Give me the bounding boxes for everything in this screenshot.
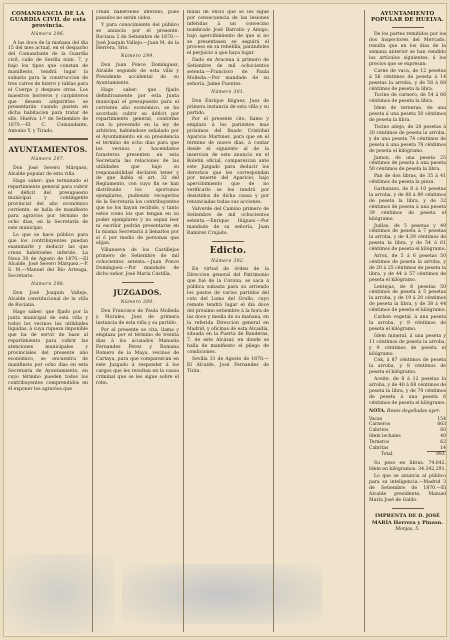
nota-title: Reses degolladas ayer: — [387, 408, 441, 414]
notice-paragraph: Por el presente cito, llamo y emplazo á los parientes mas próximos del finado Cristóbal Aparicio Martinez, para que en el término de nueve dias, á contar desde el siguiente al de la insercion de este anuncio en el Boletin oficial, comparezcan ante este Juzgado para deducir los derechos que les correspondan por muerte del Aparicio; bajo apercibimiento que de no verificarlo se les tendrá por desistidos de dicha causa y por renunciadas todas sus acciones. — [187, 117, 269, 206]
notice-paragraph: Hago saber: que terminado el repartimiento general para cubrir el déficit del presupuesto municipal y contingente provincial del año económico corriente, se halla de manifiesto para agravios por término de ocho dias, en la Secretaría de este municipio. — [8, 178, 88, 231]
notice-paragraph: Don José Joaquin Vallejo, Alcalde constitucional de la villa de Rociana. — [8, 291, 88, 308]
notice-paragraph: Don José Severo Márquez, Alcalde popular de esta villa. — [8, 165, 88, 177]
notice-paragraph: Hago saber: que fijado definitivamente por esta Junta municipal el presupuesto para el corriente año económico, se ha acordado cubrir su déficit por repartimiento general, conforme con lo prevenido en la ley de arbitrios, habiéndose señalado por el Ayuntamiento en su presidencia el término de ocho dias para que los vecinos y hacendados forasteros presenten en esta Secretaría las relaciones de las utilidades que bajo su responsabilidad declaren tener y de que habla el art. 32 del Reglamento, con cuyo fin se han distribuido los oportunos ejemplares, pudiendo recogerlos de la Secretaría los contribuyentes que no los hayan recibido, y tanto estos como los que tengan en su poder ejemplares y no sepan leer ni escribir podrán presentarse en la misma Secretaría á llenarlos por sí ó por medio de personas que elijan. — [96, 87, 179, 247]
section-heading-ayuntamientos: AYUNTAMIENTOS. — [8, 145, 88, 155]
market-paragraph: Pan de dos libras, de 35 á 41 céntimos de peseta la pieza. — [369, 174, 446, 186]
notice-paragraph: crean habérseles inferido; pues pasados no serán oidos. — [96, 10, 179, 21]
notice-paragraph: Don Enrique Iñiguez, Juez de primera instancia de esta villa y su partido. — [187, 98, 269, 116]
notice-number: Número 301. — [211, 89, 245, 95]
notice-paragraph: Don Juan Ponce Dominguez, Alcalde segundo de esta villa y Presidente accidental de su Ayuntamiento. — [96, 63, 179, 86]
reses-table — [369, 417, 446, 459]
double-rule — [8, 138, 88, 140]
column-divider — [273, 10, 274, 632]
column-4-blank — [277, 10, 360, 632]
market-paragraph: Idem mineral, á una peseta y 11 céntimos de peseta la arroba, y 9 céntimos de peseta el kilógramo. — [369, 333, 446, 357]
notice-paragraph: Por el presente se cita, llama y emplaza por el término de treinta dias á los acusados Manuela Fernandez Perez y Romana Romero de la Maya, vecinos de Cartaya, para que comparezcan en este Juzgado á responder á los cargos que les resultan en la causa criminal que se les sigue sobre el robo. — [96, 327, 179, 386]
column-3 — [187, 10, 269, 632]
reses-label: Cabritas — [369, 445, 389, 451]
market-paragraph: Carne de vaca, de 12 pesetas á 56 céntimos de peseta á 14 pesetas la arroba, y de 58 á 68 céntimos de peseta la libra. — [369, 68, 446, 92]
notice-paragraph: En virtud de órden de la Direccion general del Patrimonio que fué de la Corona, se saca á pública subasta para su arriendo los pastos de varios partidos del coto del Lomo del Grullo, cuyo remate tendrá lugar el dia doce del próximo setiembre á la hora de las doce y media de su mañana, en la referida Direccion general en Madrid, y oficinas de esta Alcaidía, situada en la Puerta de Banderas, 7, de este Alcázar, en donde se halla de manifiesto el pliego de condiciones. — [187, 267, 269, 356]
separator — [122, 282, 154, 283]
notice-paragraph: Don Francisco de Paula Molleda y Morales, Juez de primera instancia de esta villa y su partido. — [96, 308, 179, 326]
separator — [212, 241, 244, 242]
market-paragraph: Su peso en libras. 74.642. Idem en kilógramos. 34.342,291. — [369, 461, 446, 473]
notice-paragraph: Sevilla 31 de Agosto de 1870.—El Alcaide, José Fernandez de Tirán. — [187, 357, 269, 374]
market-paragraph: Arroz, de 5 á 6 pesetas 50 céntimos de peseta la arroba, y de 20 á 25 céntimos de peseta la libra, y de 44 á 57 céntimos de peseta el kilógramo. — [369, 254, 446, 283]
total-label: Total. — [381, 452, 394, 458]
reses-label: Terneros — [369, 439, 390, 445]
market-paragraph: Aceite, de 8 á 12 pesetas la arroba, y de 40 á 68 céntimos de peseta la libra, y de 70 céntimos de peseta á una peseta 6 céntimos de peseta el kilógramo. — [369, 377, 446, 406]
notice-number: Número 297. — [31, 157, 65, 163]
notice-number: Número 298. — [31, 282, 65, 288]
section-heading-edicto: Edicto. — [209, 245, 247, 256]
notice-paragraph: A las doce de la mañana del dia 15 del mes actual, en el despacho del Comandante de la Guardia civil, calle de Sevilla núm. 7, y bajo los tipos que constan de manifiesto, tendrá lugar la subasta para la construccion de tres catres de hierro y tablas para el Cuerpo y despues otras. Los maestros herreros y carpinteros que deseen adquirirlos se presentarán cuando gusten en dicha habitacion para tratar de ello. Huelva 1.º de Setiembre de 1870.—El C. Comandante, Antonio Y. y Tirado. — [8, 40, 88, 135]
market-paragraph: Jamon, de una peseta 25 céntimos de peseta á una peseta 50 céntimos de peseta la libra. — [369, 155, 446, 173]
notice-paragraph: Dado en Aracena á primero de Setiembre de mil ochocientos setenta.—Francisco de Paula Molleda.—Por mandado de su señoría, Jaime Fuentes. — [187, 58, 269, 87]
total-value: 993. — [427, 452, 446, 458]
market-paragraph: Cok, á 87 céntimos de peseta la arroba, y 8 céntimos de peseta el kilógramo. — [369, 358, 446, 376]
market-paragraph: Carbon vegetal, á una peseta la arroba, y 9 céntimos de peseta el kilógramo. — [369, 315, 446, 332]
imprint-title: IMPRENTA DE D. JOSÉ MARÍA Herrera y Pinzon. — [372, 512, 443, 526]
market-paragraph: De los partes remitidos por los dos Inspectores del Mercado, resulta que en los dias de la semana anterior se han vendido los artículos siguientes, á los precios que se expresan: — [369, 32, 446, 67]
notice-paragraph: Y para conocimiento del público se anuncia por el presente. Rociana 2 de Setiembre de 1870.—José Joaquin Vallejo.—Juan M. de la Herrera, Srio. — [96, 22, 179, 52]
market-paragraph: Garbanzos, de 8 á 10 pesetas la arroba, y de 88 á 89 céntimos de peseta la libra, y de 32 céntimos de peseta á una peseta 39 céntimos de peseta el kilógramo. — [369, 187, 446, 222]
reses-label: Idem lechales — [369, 433, 401, 439]
market-paragraph: Idem de terneras, de una peseta á una peseta 50 céntimos de peseta la libra. — [369, 106, 446, 124]
reses-total-row — [369, 452, 446, 458]
market-paragraph: Tocino de carnero, de 54 á 66 céntimos de peseta la libra. — [369, 93, 446, 105]
section-heading-ayuntamiento-huelva: AYUNTAMIENTO POPULAR DE HUELVA. — [371, 11, 444, 24]
reses-label: Cabritos — [369, 428, 389, 434]
notice-number: Número 299. — [120, 54, 155, 60]
market-paragraph: Tocino añejo, de 28 pesetas á 20 céntimos de peseta la arroba, y de una peseta 74 céntimos de peseta á una peseta 78 céntimos de peseta el kilógramo. — [369, 125, 446, 154]
nota-label: NOTA. — [369, 408, 386, 414]
reses-label: Vacas — [369, 416, 383, 422]
notice-paragraph: Villanueva de los Castillejos primero de Setiembre de mil ochocientos setenta.—Juan Ponce Dominguez.—Por mandado de dicho señor, José María Castilla. — [96, 248, 179, 277]
nota-heading — [369, 409, 446, 415]
imprint-street: Monjas, 5. — [395, 526, 420, 532]
reses-value: 40 — [440, 433, 446, 439]
notice-paragraph: minal de oficio que se les sigue por consecuencia de las lesiones inferidas á un convecino nombrado José Barrallo y Amigo; bajo apercibimiento de que si no se presentasen se seguirá el proceso en su rebeldía, parándoles el perjuicio á que haya lugar. — [187, 10, 269, 57]
market-paragraph: Lo que se anuncia al público para su inteligencia.—Madrid 3 de Setiembre de 1870.—El Alcalde presidente, Manuel María José de Galdo. — [369, 473, 446, 503]
market-paragraph: Judías, de 5 pesetas y 49 céntimos de peseta á 7 pesetas la arroba, y de 4,39 céntimos de peseta la libra, y de 54 á 61 céntimos de peseta el kilógramo. — [369, 223, 446, 253]
newspaper-page — [3, 3, 447, 637]
column-divider — [92, 10, 93, 632]
reses-value: 154 — [437, 416, 446, 422]
notice-number: Número 296. — [31, 31, 65, 37]
reses-label: Carneros — [369, 422, 391, 428]
section-heading-juzgados: JUZGADOS. — [113, 287, 162, 297]
imprint — [369, 513, 446, 533]
reses-value: 663 — [437, 422, 446, 428]
notice-paragraph: Lo que se hace público para que los contribuyentes puedan examinarle y deducir las que crean habérseles inferido. La Nava 30 de Agosto de 1870.—El Alcalde, José Severo Márquez.—P. S. M.—Manuel del Rio Arteaga, Secretario. — [8, 232, 88, 280]
column-5 — [369, 10, 446, 632]
column-divider — [364, 10, 365, 632]
notice-number: Número 302. — [211, 258, 245, 264]
separator — [392, 508, 424, 509]
notice-paragraph: Valverde del Camino primero de Setiembre de mil ochocientos setenta.—Enrique Iñiguez.—Por mandado de su señoría, Juan Ramirez Crujado. — [187, 207, 269, 236]
column-1 — [8, 10, 88, 632]
notice-number: Número 300. — [120, 299, 155, 305]
section-heading-comandancia: COMANDANCIA DE LA GUARDIA CIVIL de esta provincia. — [10, 11, 86, 30]
market-paragraph: Lentejas, de 6 pesetas 50 céntimos de peseta á 5 pesetas la arroba, y de 19 á 20 céntimos de peseta la libra, y de 38 á 44 céntimos de peseta el kilógramo. — [369, 284, 446, 314]
column-2 — [96, 10, 179, 632]
separator — [392, 27, 424, 28]
reses-value: 60 — [440, 428, 446, 434]
reses-value: 14 — [440, 445, 446, 451]
reses-value: 62 — [440, 439, 446, 445]
notice-paragraph: Hago saber: que fijado por la junta municipal de esta villa y todos los vecinos las utilidades líquidas, á cuya riqueza imponible que ha de servir de base al repartimiento para cubrir las atenciones municipales y provinciales del presente año económico, se encuentra de manifiesto por ocho dias en esta Secretaría de Ayuntamiento, en cuyo término pueden todos los contribuyentes comprendidos en él exponer los agravios que — [8, 309, 88, 392]
column-divider — [183, 10, 184, 632]
